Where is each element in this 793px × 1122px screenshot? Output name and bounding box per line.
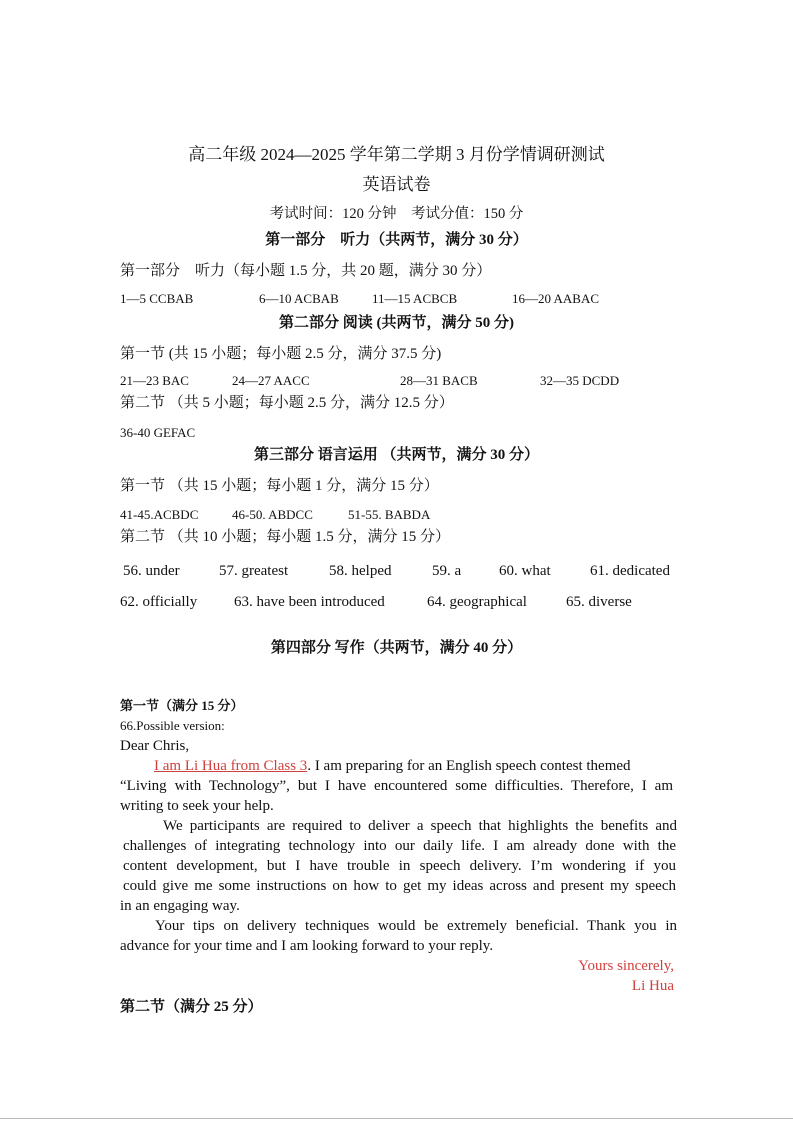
fill-answer: 59. a xyxy=(432,563,462,579)
letter-greeting: Dear Chris, xyxy=(120,738,190,754)
letter-p2-line1: We participants are required to deliver a speech that highlights the benefits and xyxy=(163,818,677,834)
fill-answer: 56. under xyxy=(123,563,180,579)
part2-answer: 28—31 BACB xyxy=(400,373,478,388)
page-bottom-divider xyxy=(0,1118,793,1119)
letter-p1-line2: “Living with Technology”, but I have encountered some difficulties. Therefore, I am xyxy=(120,778,673,794)
part4-section2-label: 第二节（满分 25 分） xyxy=(120,999,263,1015)
fill-answer: 57. greatest xyxy=(219,563,289,579)
letter-closing: Yours sincerely, xyxy=(578,958,674,974)
letter-p2-line2: challenges of integrating technology into our daily life. I am already done with the xyxy=(123,838,676,854)
fill-answer: 58. helped xyxy=(329,563,392,579)
exam-subject: 英语试卷 xyxy=(362,175,431,194)
fill-answer: 61. dedicated xyxy=(590,563,670,579)
fill-answer: 64. geographical xyxy=(427,594,527,610)
part1-heading: 第一部分 听力（共两节，满分 30 分） xyxy=(265,232,528,248)
letter-p3-line1: Your tips on delivery techniques would be extremely beneficial. Thank you in xyxy=(155,918,677,934)
letter-p2-line4: could give me some instructions on how to get my ideas across and present my speech xyxy=(123,878,676,894)
exam-title: 高二年级 2024—2025 学年第二学期 3 月份学情调研测试 xyxy=(188,145,605,164)
part1-subheading: 第一部分 听力（每小题 1.5 分，共 20 题，满分 30 分） xyxy=(120,263,492,279)
part3-section2-label: 第二节 （共 10 小题；每小题 1.5 分，满分 15 分） xyxy=(120,529,451,545)
part3-heading: 第三部分 语言运用 （共两节，满分 30 分） xyxy=(253,447,539,463)
letter-intro-highlight: I am Li Hua from Class 3 xyxy=(154,758,308,774)
part3-section1-label: 第一节 （共 15 小题；每小题 1 分，满分 15 分） xyxy=(120,478,439,494)
part1-answer: 11—15 ACBCB xyxy=(372,291,458,306)
part4-heading: 第四部分 写作（共两节，满分 40 分） xyxy=(270,640,523,656)
fill-answer: 62. officially xyxy=(120,594,198,610)
part3-answer: 51-55. BABDA xyxy=(348,507,431,522)
fill-answer: 65. diverse xyxy=(566,594,632,610)
part3-answer: 46-50. ABDCC xyxy=(232,507,313,522)
part1-answer: 6—10 ACBAB xyxy=(259,291,339,306)
part1-answer: 16—20 AABAC xyxy=(512,291,600,306)
part2-answer: 32—35 DCDD xyxy=(540,373,620,388)
fill-answer: 60. what xyxy=(499,563,551,579)
letter-p3-line2: advance for your time and I am looking forward to your reply. xyxy=(120,938,494,954)
exam-info: 考试时间：120 分钟 考试分值：150 分 xyxy=(269,206,524,222)
letter-p1-line3: writing to seek your help. xyxy=(120,798,274,814)
fill-answer: 63. have been introduced xyxy=(234,594,385,610)
part1-answer: 1—5 CCBAB xyxy=(120,291,194,306)
part2-section2-label: 第二节 （共 5 小题；每小题 2.5 分，满分 12.5 分） xyxy=(120,395,454,411)
letter-p1-line1 xyxy=(120,757,677,775)
version-label: 66.Possible version: xyxy=(120,718,225,733)
letter-signature: Li Hua xyxy=(631,978,674,994)
part2-section2-answer: 36-40 GEFAC xyxy=(120,425,196,440)
part2-answer: 24—27 AACC xyxy=(232,373,310,388)
part3-answer: 41-45.ACBDC xyxy=(120,507,199,522)
letter-p2-line5: in an engaging way. xyxy=(120,898,240,914)
letter-p1-rest: . I am preparing for an English speech contest themed xyxy=(307,758,631,774)
part2-section1-label: 第一节 (共 15 小题；每小题 2.5 分，满分 37.5 分) xyxy=(120,346,442,362)
part2-heading: 第二部分 阅读 (共两节，满分 50 分) xyxy=(279,315,514,331)
part4-section1-label: 第一节（满分 15 分） xyxy=(120,698,244,713)
letter-p2-line3: content development, but I have trouble in speech delivery. I’m wondering if you xyxy=(123,858,676,874)
part2-answer: 21—23 BAC xyxy=(120,373,189,388)
